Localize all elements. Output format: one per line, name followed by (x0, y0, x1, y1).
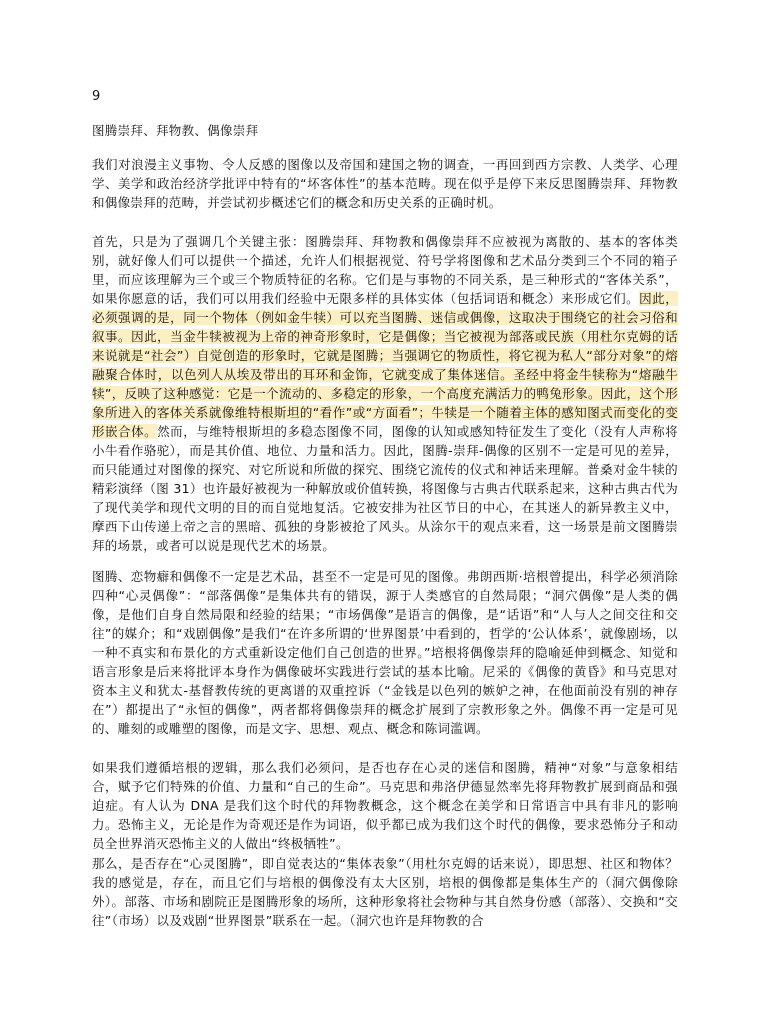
paragraph-4-text: 如果我们遵循培根的逻辑，那么我们必须问，是否也存在心灵的迷信和图腾，精神“对象”与意象相结合，赋予它们特殊的价值、力量和“自己的生命”。马克思和弗洛伊德显然率先将拜物教扩展到商品和强迫症。有人认为 DNA 是我们这个时代的拜物教概念，这个概念在美学和日常语言中具有非凡的影响力。恐怖主义，无论是作为奇观还是作为词语，似乎都已成为我们这个时代的偶像，要求恐怖分子和动员全世界消灭恐怖主义的人做出“终极牺牲”。 (92, 760, 678, 851)
paragraph-1 (92, 155, 678, 212)
paragraph-1-text: 我们对浪漫主义事物、令人反感的图像以及帝国和建国之物的调查，一再回到西方宗教、人类学、心理学、美学和政治经济学批评中特有的“坏客体性”的基本范畴。现在似乎是停下来反思图腾崇拜、拜物教和偶像崇拜的范畴，并尝试初步概述它们的概念和历史关系的正确时机。 (92, 157, 678, 210)
paragraph-5 (92, 854, 678, 930)
paragraph-2-text-before: 首先，只是为了强调几个关键主张：图腾崇拜、拜物教和偶像崇拜不应被视为离散的、基本的客体类别，就好像人们可以提供一个描述，允许人们根据视觉、符号学将图像和艺术品分类到三个不同的箱子里，而应该理解为三个或三个物质特征的名称。它们是与事物的不同关系，是三种形式的“客体关系”，如果你愿意的话，我们可以用我们经验中无限多样的具体实体（包括词语和概念）来形成它们。 (92, 234, 678, 306)
page-number: 9 (92, 89, 101, 104)
paragraph-3 (92, 567, 678, 738)
paragraph-2 (92, 232, 678, 555)
paragraph-2-text-after: 然而，与维特根斯坦的多稳态图像不同，图像的认知或感知特征发生了变化（没有人声称将小牛看作骆驼），而是其价值、地位、力量和活力。因此，图腾-崇拜-偶像的区别不一定是可见的差异，而只能通过对图像的探究、对它所说和所做的探究、围绕它流传的仪式和神话来理解。普桑对金牛犊的精彩演绎（图 31）也许最好被视为一种解放或价值转换，将图像与古典古代联系起来，这种古典古代为了现代美学和现代文明的目的而自觉地复活。它被安排为社区节日的中心，在其迷人的新异教主义中，摩西下山传递上帝之言的黑暗、孤独的身影被抢了风头。从涂尔干的观点来看，这一场景是前文图腾崇拜的场景，或者可以说是现代艺术的场景。 (92, 424, 678, 553)
paragraph-5-text: 那么，是否存在“心灵图腾”，即自觉表达的“集体表象”（用杜尔克姆的话来说），即思想、社区和物体？我的感觉是，存在，而且它们与培根的偶像没有太大区别，培根的偶像都是集体生产的（洞穴偶像除外）。部落、市场和剧院正是图腾形象的场所，这种形象将社会物种与其自然身份感（部落）、交换和“交往”（市场）以及戏剧“世界图景”联系在一起。（洞穴也许是拜物教的合 (92, 856, 678, 928)
chapter-title: 图腾崇拜、拜物教、偶像崇拜 (92, 123, 259, 138)
highlighted-passage: 因此，必须强调的是，同一个物体（例如金牛犊）可以充当图腾、迷信或偶像，这取决于围绕它的社会习俗和叙事。因此，当金牛犊被视为上帝的神奇形象时，它是偶像；当它被视为部落或民族（用杜尔克姆的话来说就是“社会”）自觉创造的形象时，它就是图腾；当强调它的物质性，将它视为私人“部分对象”的熔融聚合体时，以色列人从埃及带出的耳环和金饰，它就变成了集体迷信。圣经中将金牛犊称为“熔融牛犊”，反映了这种感觉：它是一个流动的、多稳定的形象，一个高度充满活力的鸭兔形象。因此，这个形象所进入的客体关系就像维特根斯坦的“看作”或“方面看”；牛犊是一个随着主体的感知图式而变化的变形嵌合体。 (92, 291, 678, 439)
paragraph-4 (92, 758, 678, 853)
paragraph-3-text: 图腾、恋物癖和偶像不一定是艺术品，甚至不一定是可见的图像。弗朗西斯·培根曾提出，科学必须消除四种“心灵偶像”：“部落偶像”是集体共有的错误，源于人类感官的自然局限；“洞穴偶像”是人类的偶像，是他们自身自然局限和经验的结果；“市场偶像”是语言的偶像，是“话语”和“人与人之间交往和交往”的媒介；和“戏剧偶像”是我们“在许多所谓的‘世界图景’中看到的，哲学的‘公认体系’，就像剧场，以一种不真实和布景化的方式重新设定他们自己创造的世界。”培根将偶像崇拜的隐喻延伸到概念、知觉和语言形象是后来将批评本身作为偶像破坏实践进行尝试的基本比喻。尼采的《偶像的黄昏》和马克思对资本主义和犹太-基督教传统的更离谱的双重控诉（“金钱是以色列的嫉妒之神，在他面前没有别的神存在”）都提出了“永恒的偶像”，两者都将偶像崇拜的概念扩展到了宗教形象之外。偶像不再一定是可见的、雕刻的或雕塑的图像，而是文字、思想、观点、概念和陈词滥调。 (92, 569, 678, 736)
